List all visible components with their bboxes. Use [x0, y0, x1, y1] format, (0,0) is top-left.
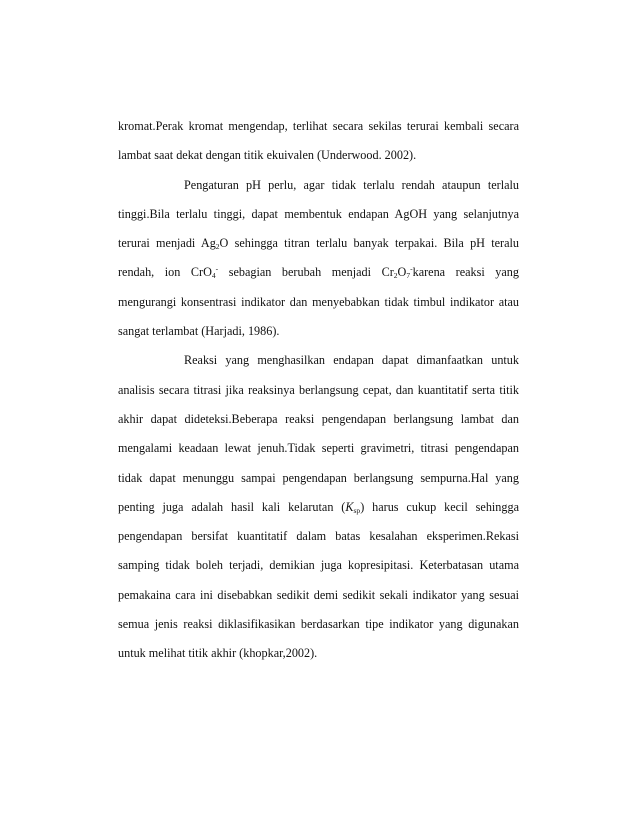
- p2-text-3: sebagian berubah menjadi Cr: [218, 265, 394, 280]
- paragraph-1-text: kromat.Perak kromat mengendap, terlihat secara sekilas terurai kembali secara lambat saat dekat dengan titik ekuivalen (Underwood. 2002).: [118, 119, 519, 163]
- paragraph-1: [118, 112, 519, 171]
- cro4-subscript: 4: [211, 271, 216, 281]
- cr2o7-charge: -: [410, 264, 413, 274]
- body-text: [118, 112, 519, 669]
- paragraph-2: [118, 171, 519, 347]
- p2-text-2: O sehingga titran terlalu banyak terpakai. Bila pH teralu rendah, ion CrO: [118, 236, 519, 280]
- p3-text-1: Reaksi yang menghasilkan endapan dapat dimanfaatkan untuk analisis secara titrasi jika reaksinya berlangsung cepat, dan kuantitatif serta titik akhir dapat dideteksi.Beberapa reaksi pengendapan berlangsung lambat dan mengalami keadaan lewat jenuh.Tidak seperti gravimetri, titrasi pengendapan tidak dapat menunggu sampai pengendapan berlangsung sempurna.Hal yang penting juga adalah hasil kali kelarutan (: [118, 353, 519, 514]
- paragraph-3: [118, 346, 519, 668]
- cr2o7-subscript-cr: 2: [393, 271, 398, 281]
- p2-text-4: karena reaksi yang mengurangi konsentrasi indikator dan menyebabkan tidak timbul indikator atau sangat terlambat (Harjadi, 1986).: [118, 265, 519, 339]
- p2-text-1: Pengaturan pH perlu, agar tidak terlalu rendah ataupun terlalu tinggi.Bila terlalu tinggi, dapat membentuk endapan AgOH yang selanjutnya terurai menjadi Ag: [118, 177, 519, 251]
- cro4-charge: -: [215, 264, 219, 274]
- cr2o7-oxygen: O: [397, 265, 407, 280]
- cr2o7-subscript-o: 7: [406, 271, 411, 281]
- ksp-symbol: K: [345, 499, 354, 514]
- ksp-subscript: sp: [353, 505, 361, 515]
- p3-text-2: ) harus cukup kecil sehingga pengendapan bersifat kuantitatif dalam batas kesalahan eksperimen.Rekasi samping tidak boleh terjadi, demikian juga kopresipitasi. Keterbatasan utama pemakaina cara ini disebabkan sedikit demi sedikit sekali indikator yang sesuai semua jenis reaksi diklasifikasikan berdasarkan tipe indikator yang digunakan untuk melihat titik akhir (khopkar,2002).: [118, 499, 519, 661]
- ag2o-subscript: 2: [215, 242, 220, 252]
